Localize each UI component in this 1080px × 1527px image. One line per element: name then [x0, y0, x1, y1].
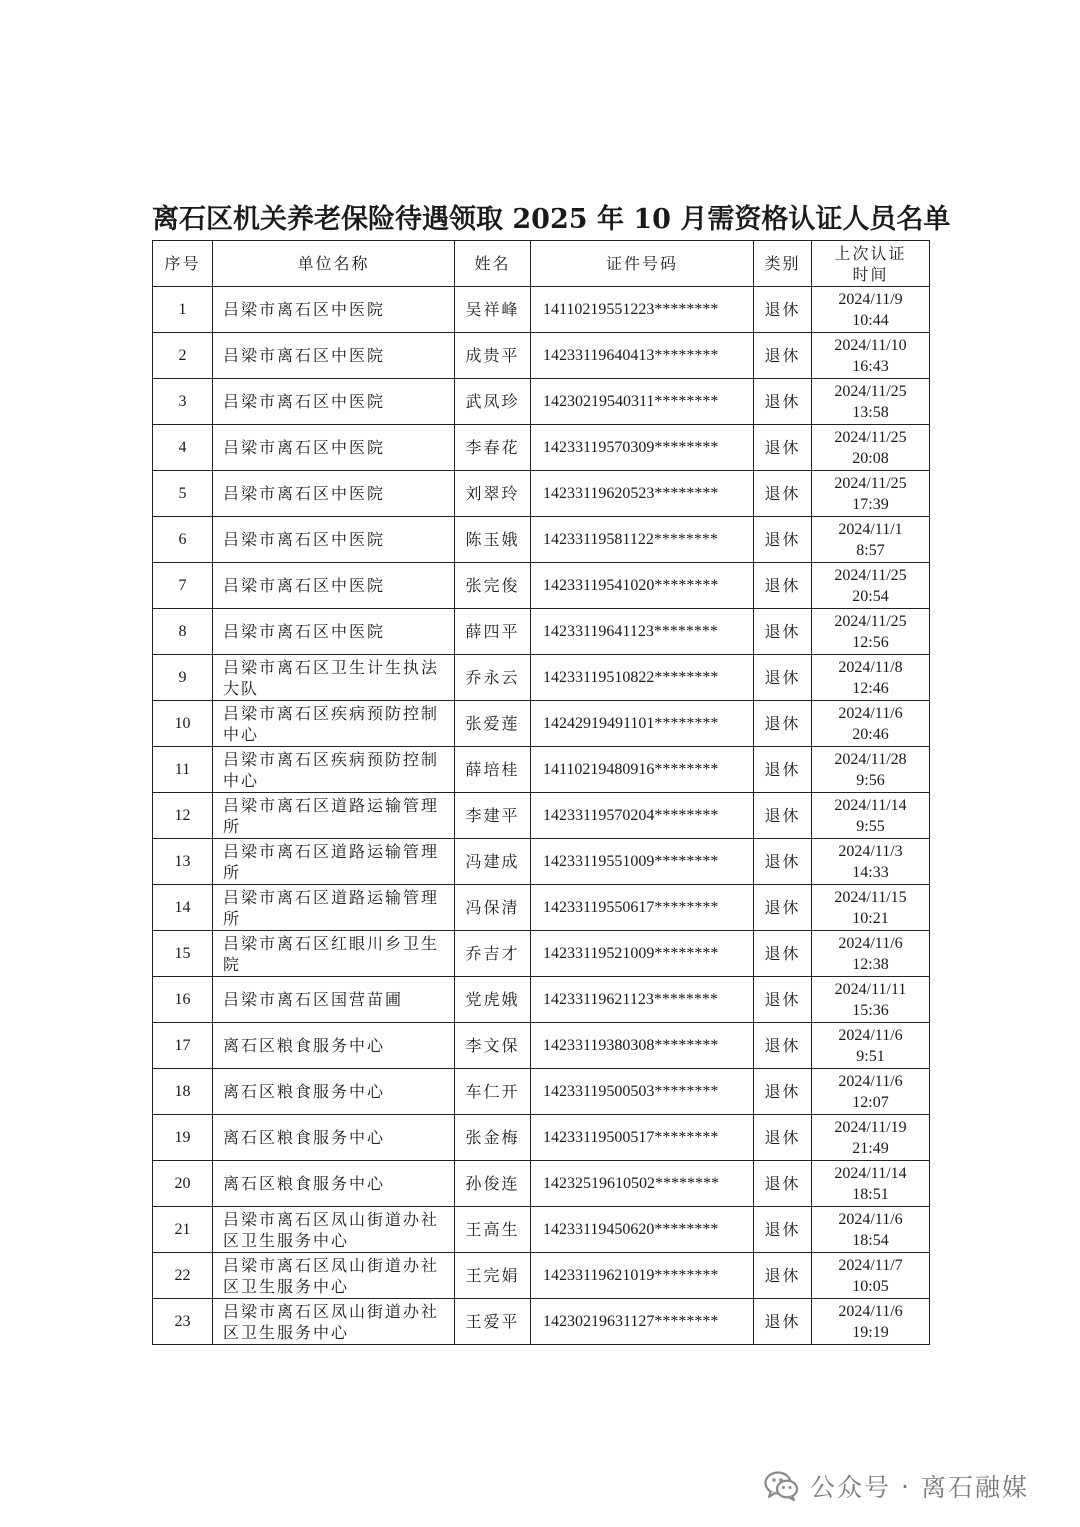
cell-name: 王高生: [455, 1207, 531, 1253]
cell-id-number: 14230219631127********: [531, 1299, 754, 1345]
auth-time: 9:51: [856, 1047, 885, 1065]
cell-seq: 9: [153, 655, 213, 701]
cell-unit: 吕梁市离石区凤山街道办社区卫生服务中心: [213, 1207, 455, 1253]
auth-date: 2024/11/25: [834, 566, 907, 584]
auth-time: 20:08: [852, 449, 889, 467]
cell-name: 乔永云: [455, 655, 531, 701]
cell-last-auth-time: [812, 517, 930, 563]
auth-time: 9:56: [856, 771, 885, 789]
auth-date: 2024/11/6: [838, 704, 903, 722]
cell-id-number: 14233119621019********: [531, 1253, 754, 1299]
auth-date: 2024/11/8: [838, 658, 903, 676]
cell-seq: 3: [153, 379, 213, 425]
auth-date: 2024/11/9: [838, 290, 903, 308]
cell-unit: 吕梁市离石区道路运输管理所: [213, 885, 455, 931]
table-row: [153, 609, 930, 655]
footer-label: 公众号: [810, 1473, 892, 1502]
table-row: [153, 379, 930, 425]
table-row: [153, 747, 930, 793]
cell-name: 张完俊: [455, 563, 531, 609]
table-row: [153, 517, 930, 563]
cell-type: 退休: [754, 1023, 812, 1069]
auth-time: 18:54: [852, 1231, 889, 1249]
cell-last-auth-time: [812, 333, 930, 379]
table-row: [153, 1069, 930, 1115]
cell-name: 陈玉娥: [455, 517, 531, 563]
cell-name: 刘翠玲: [455, 471, 531, 517]
wechat-icon: [764, 1470, 800, 1502]
cell-type: 退休: [754, 1161, 812, 1207]
cell-seq: 22: [153, 1253, 213, 1299]
cell-last-auth-time: [812, 1161, 930, 1207]
header-last-auth-time: [812, 241, 930, 287]
table-row: [153, 1023, 930, 1069]
cell-id-number: 14233119550617********: [531, 885, 754, 931]
table-row: [153, 701, 930, 747]
document-title: 离石区机关养老保险待遇领取 2025 年 10 月需资格认证人员名单: [152, 204, 951, 235]
cell-type: 退休: [754, 1253, 812, 1299]
cell-unit: 吕梁市离石区道路运输管理所: [213, 793, 455, 839]
cell-unit: 吕梁市离石区道路运输管理所: [213, 839, 455, 885]
auth-time: 10:44: [852, 311, 889, 329]
cell-unit: 吕梁市离石区卫生计生执法大队: [213, 655, 455, 701]
cell-name: 党虎娥: [455, 977, 531, 1023]
table-row: [153, 471, 930, 517]
cell-type: 退休: [754, 563, 812, 609]
cell-unit: 吕梁市离石区中医院: [213, 425, 455, 471]
cell-seq: 23: [153, 1299, 213, 1345]
cell-name: 冯保清: [455, 885, 531, 931]
auth-time: 20:46: [852, 725, 889, 743]
cell-seq: 2: [153, 333, 213, 379]
cell-seq: 10: [153, 701, 213, 747]
cell-type: 退休: [754, 885, 812, 931]
auth-date: 2024/11/6: [838, 1072, 903, 1090]
cell-id-number: 14233119641123********: [531, 609, 754, 655]
cell-seq: 5: [153, 471, 213, 517]
cell-seq: 1: [153, 287, 213, 333]
cell-last-auth-time: [812, 1253, 930, 1299]
table-row: [153, 1299, 930, 1345]
cell-seq: 19: [153, 1115, 213, 1161]
cell-type: 退休: [754, 471, 812, 517]
cell-seq: 20: [153, 1161, 213, 1207]
cell-id-number: 14233119500517********: [531, 1115, 754, 1161]
cell-last-auth-time: [812, 609, 930, 655]
auth-date: 2024/11/6: [838, 1302, 903, 1320]
auth-time: 9:55: [856, 817, 885, 835]
header-unit: 单位名称: [213, 241, 455, 287]
table-row: [153, 1115, 930, 1161]
header-name: 姓名: [455, 241, 531, 287]
cell-id-number: 14233119500503********: [531, 1069, 754, 1115]
cell-seq: 8: [153, 609, 213, 655]
auth-time: 19:19: [852, 1323, 889, 1341]
footer-account: 离石融媒: [920, 1473, 1029, 1502]
auth-time: 20:54: [852, 587, 889, 605]
cell-name: 李春花: [455, 425, 531, 471]
cell-id-number: 14233119521009********: [531, 931, 754, 977]
auth-date: 2024/11/6: [838, 1026, 903, 1044]
auth-time: 17:39: [852, 495, 889, 513]
cell-last-auth-time: [812, 931, 930, 977]
auth-date: 2024/11/14: [834, 796, 907, 814]
auth-date: 2024/11/3: [838, 842, 903, 860]
cell-name: 薛四平: [455, 609, 531, 655]
cell-id-number: 14233119450620********: [531, 1207, 754, 1253]
auth-date: 2024/11/25: [834, 474, 907, 492]
cell-seq: 15: [153, 931, 213, 977]
cell-name: 孙俊连: [455, 1161, 531, 1207]
table-row: [153, 563, 930, 609]
cell-seq: 12: [153, 793, 213, 839]
table-body: [153, 287, 930, 1345]
cell-seq: 7: [153, 563, 213, 609]
cell-last-auth-time: [812, 1299, 930, 1345]
cell-name: 王爱平: [455, 1299, 531, 1345]
auth-time: 10:21: [852, 909, 889, 927]
auth-time: 8:57: [856, 541, 885, 559]
auth-time: 13:58: [852, 403, 889, 421]
cell-type: 退休: [754, 655, 812, 701]
cell-last-auth-time: [812, 977, 930, 1023]
cell-type: 退休: [754, 747, 812, 793]
cell-type: 退休: [754, 931, 812, 977]
cell-unit: 吕梁市离石区疾病预防控制中心: [213, 701, 455, 747]
cell-id-number: 14233119541020********: [531, 563, 754, 609]
table-row: [153, 977, 930, 1023]
cell-last-auth-time: [812, 1207, 930, 1253]
cell-unit: 离石区粮食服务中心: [213, 1115, 455, 1161]
table-row: [153, 1253, 930, 1299]
auth-date: 2024/11/7: [838, 1256, 903, 1274]
auth-date: 2024/11/25: [834, 382, 907, 400]
auth-date: 2024/11/6: [838, 934, 903, 952]
header-type: 类别: [754, 241, 812, 287]
cell-seq: 13: [153, 839, 213, 885]
cell-unit: 吕梁市离石区中医院: [213, 563, 455, 609]
cell-last-auth-time: [812, 747, 930, 793]
cell-name: 武凤珍: [455, 379, 531, 425]
cell-type: 退休: [754, 287, 812, 333]
cell-id-number: 14233119570204********: [531, 793, 754, 839]
cell-type: 退休: [754, 1115, 812, 1161]
cell-last-auth-time: [812, 839, 930, 885]
cell-name: 张金梅: [455, 1115, 531, 1161]
cell-id-number: 14110219551223********: [531, 287, 754, 333]
cell-name: 乔吉才: [455, 931, 531, 977]
cell-id-number: 14233119620523********: [531, 471, 754, 517]
cell-last-auth-time: [812, 1023, 930, 1069]
cell-type: 退休: [754, 701, 812, 747]
cell-unit: 离石区粮食服务中心: [213, 1161, 455, 1207]
cell-id-number: 14233119581122********: [531, 517, 754, 563]
cell-seq: 11: [153, 747, 213, 793]
cell-last-auth-time: [812, 1115, 930, 1161]
cell-type: 退休: [754, 379, 812, 425]
cell-type: 退休: [754, 839, 812, 885]
cell-last-auth-time: [812, 885, 930, 931]
table-row: [153, 793, 930, 839]
auth-date: 2024/11/25: [834, 612, 907, 630]
auth-time: 12:56: [852, 633, 889, 651]
cell-id-number: 14232519610502********: [531, 1161, 754, 1207]
cell-unit: 离石区粮食服务中心: [213, 1069, 455, 1115]
auth-time: 16:43: [852, 357, 889, 375]
cell-seq: 21: [153, 1207, 213, 1253]
cell-id-number: 14242919491101********: [531, 701, 754, 747]
cell-name: 李建平: [455, 793, 531, 839]
table-row: [153, 1207, 930, 1253]
cell-last-auth-time: [812, 471, 930, 517]
cell-unit: 吕梁市离石区疾病预防控制中心: [213, 747, 455, 793]
cell-id-number: 14233119380308********: [531, 1023, 754, 1069]
table-row: [153, 425, 930, 471]
cell-type: 退休: [754, 977, 812, 1023]
header-time-line2: 时间: [852, 264, 889, 284]
cell-last-auth-time: [812, 379, 930, 425]
cell-last-auth-time: [812, 563, 930, 609]
table-row: [153, 839, 930, 885]
auth-date: 2024/11/11: [834, 980, 907, 998]
cell-seq: 4: [153, 425, 213, 471]
cell-unit: 离石区粮食服务中心: [213, 1023, 455, 1069]
cell-id-number: 14233119510822********: [531, 655, 754, 701]
cell-id-number: 14230219540311********: [531, 379, 754, 425]
cell-seq: 6: [153, 517, 213, 563]
header-seq: 序号: [153, 241, 213, 287]
footer-separator: ·: [901, 1471, 911, 1501]
auth-time: 12:38: [852, 955, 889, 973]
cell-name: 薛培桂: [455, 747, 531, 793]
cell-type: 退休: [754, 1069, 812, 1115]
auth-time: 21:49: [852, 1139, 889, 1157]
auth-time: 14:33: [852, 863, 889, 881]
cell-last-auth-time: [812, 425, 930, 471]
cell-name: 车仁开: [455, 1069, 531, 1115]
cell-type: 退休: [754, 1207, 812, 1253]
cell-id-number: 14233119570309********: [531, 425, 754, 471]
cell-unit: 吕梁市离石区中医院: [213, 379, 455, 425]
header-time-line1: 上次认证: [834, 243, 907, 263]
cell-name: 张爱莲: [455, 701, 531, 747]
cell-unit: 吕梁市离石区中医院: [213, 333, 455, 379]
cell-last-auth-time: [812, 1069, 930, 1115]
cell-seq: 14: [153, 885, 213, 931]
cell-unit: 吕梁市离石区中医院: [213, 471, 455, 517]
wechat-account-watermark: [764, 1466, 1029, 1506]
certification-roster-table: [152, 240, 930, 1345]
cell-id-number: 14110219480916********: [531, 747, 754, 793]
auth-date: 2024/11/14: [834, 1164, 907, 1182]
auth-time: 15:36: [852, 1001, 889, 1019]
cell-last-auth-time: [812, 793, 930, 839]
auth-time: 12:46: [852, 679, 889, 697]
cell-seq: 16: [153, 977, 213, 1023]
cell-last-auth-time: [812, 287, 930, 333]
cell-unit: 吕梁市离石区凤山街道办社区卫生服务中心: [213, 1253, 455, 1299]
cell-unit: 吕梁市离石区中医院: [213, 609, 455, 655]
cell-type: 退休: [754, 425, 812, 471]
cell-id-number: 14233119621123********: [531, 977, 754, 1023]
cell-name: 成贵平: [455, 333, 531, 379]
table-header-row: [153, 241, 930, 287]
cell-type: 退休: [754, 333, 812, 379]
table-row: [153, 885, 930, 931]
cell-unit: 吕梁市离石区凤山街道办社区卫生服务中心: [213, 1299, 455, 1345]
auth-date: 2024/11/1: [838, 520, 903, 538]
cell-name: 吴祥峰: [455, 287, 531, 333]
cell-type: 退休: [754, 1299, 812, 1345]
cell-name: 王完娟: [455, 1253, 531, 1299]
auth-date: 2024/11/19: [834, 1118, 907, 1136]
cell-type: 退休: [754, 517, 812, 563]
cell-unit: 吕梁市离石区红眼川乡卫生院: [213, 931, 455, 977]
cell-name: 李文保: [455, 1023, 531, 1069]
auth-time: 10:05: [852, 1277, 889, 1295]
auth-date: 2024/11/6: [838, 1210, 903, 1228]
auth-time: 18:51: [852, 1185, 889, 1203]
table-row: [153, 655, 930, 701]
cell-unit: 吕梁市离石区中医院: [213, 287, 455, 333]
cell-last-auth-time: [812, 701, 930, 747]
cell-id-number: 14233119551009********: [531, 839, 754, 885]
table-row: [153, 333, 930, 379]
cell-type: 退休: [754, 793, 812, 839]
header-id: 证件号码: [531, 241, 754, 287]
table-row: [153, 287, 930, 333]
cell-seq: 18: [153, 1069, 213, 1115]
cell-id-number: 14233119640413********: [531, 333, 754, 379]
cell-seq: 17: [153, 1023, 213, 1069]
cell-type: 退休: [754, 609, 812, 655]
table-row: [153, 1161, 930, 1207]
auth-date: 2024/11/28: [834, 750, 907, 768]
table-row: [153, 931, 930, 977]
cell-last-auth-time: [812, 655, 930, 701]
cell-unit: 吕梁市离石区国营苗圃: [213, 977, 455, 1023]
cell-name: 冯建成: [455, 839, 531, 885]
auth-date: 2024/11/10: [834, 336, 907, 354]
auth-time: 12:07: [852, 1093, 889, 1111]
auth-date: 2024/11/15: [834, 888, 907, 906]
cell-unit: 吕梁市离石区中医院: [213, 517, 455, 563]
auth-date: 2024/11/25: [834, 428, 907, 446]
